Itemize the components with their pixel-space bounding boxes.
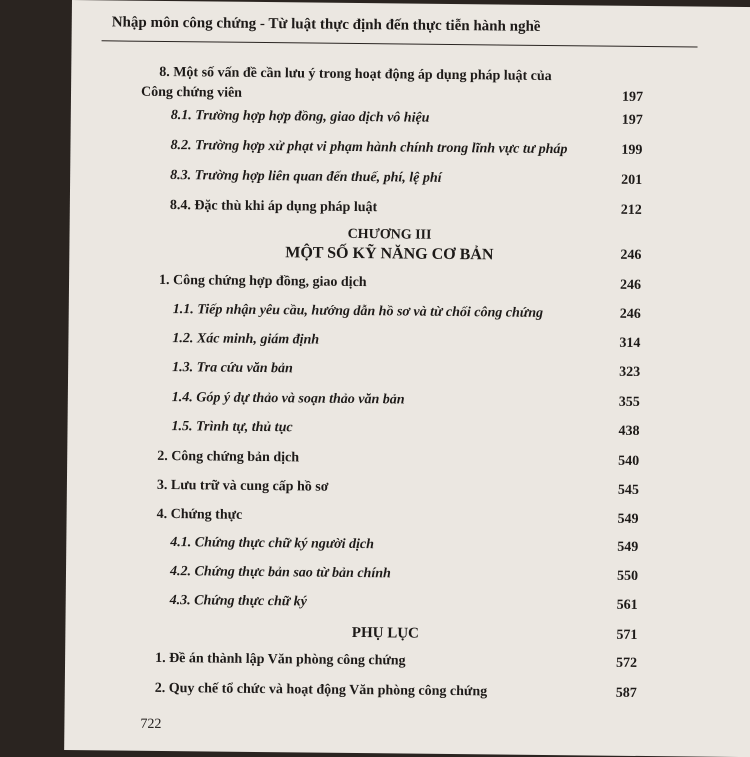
header-rule <box>102 40 698 47</box>
toc-page-number: 572 <box>616 655 638 671</box>
toc-entry-ch3-2 <box>67 448 750 469</box>
toc-entry-8-2 <box>71 137 750 158</box>
toc-page-number: 246 <box>620 247 642 263</box>
toc-page-number: 201 <box>621 172 643 188</box>
toc-entry-label: 4.1. Chứng thực chữ ký người dịch <box>170 535 375 553</box>
toc-entry-label: 2. Công chứng bản dịch <box>157 448 300 466</box>
toc-entry-4-3 <box>66 592 750 613</box>
toc-entry-8-1 <box>71 107 750 128</box>
toc-page-number: 545 <box>617 482 639 498</box>
toc-entry-1-4 <box>68 389 750 410</box>
toc-entry-label: 1. Công chứng hợp đồng, giao dịch <box>158 272 367 291</box>
toc-entry-1-2 <box>69 330 750 351</box>
toc-entry-1-1 <box>69 301 750 322</box>
toc-entry-label: Công chứng viên <box>140 84 243 101</box>
chapter-title: MỘT SỐ KỸ NĂNG CƠ BẢN <box>285 244 494 264</box>
toc-entry-label: 8. Một số vấn đề cần lưu ý trong hoạt động áp dụng pháp luật của <box>159 64 552 85</box>
toc-page-number: 323 <box>619 364 641 380</box>
toc-entry-label: 1.4. Góp ý dự thảo và soạn thảo văn bản <box>171 390 405 408</box>
toc-entry-label: 4.2. Chứng thực bản sao từ bản chính <box>169 564 391 582</box>
toc-page-number: 246 <box>619 277 642 293</box>
toc-entry-ch3-3 <box>67 477 750 498</box>
toc-entry-label: 3. Lưu trữ và cung cấp hồ sơ <box>156 477 329 495</box>
toc-entry-ch3-1 <box>69 272 750 293</box>
appendix-heading-row <box>65 622 750 643</box>
toc-page-number: 540 <box>618 453 640 469</box>
toc-page-number: 550 <box>616 568 639 584</box>
toc-entry-8-4 <box>70 197 750 218</box>
toc-entry-1-3 <box>68 359 750 380</box>
toc-page-number: 571 <box>616 627 638 643</box>
toc-entry-4-1 <box>66 534 750 555</box>
toc-entry-appendix-1 <box>65 650 750 671</box>
toc-page-number: 355 <box>618 394 640 410</box>
toc-entry-section-8-line2 <box>71 84 750 105</box>
appendix-title: PHỤ LỤC <box>351 624 420 642</box>
toc-page-number: 549 <box>617 511 639 527</box>
toc-page-number: 549 <box>617 539 639 555</box>
toc-entry-section-8 <box>71 64 750 85</box>
toc-entry-label: 8.4. Đặc thù khi áp dụng pháp luật <box>169 198 378 216</box>
toc-entry-label: 8.2. Trường hợp xử phạt vi phạm hành chính trong lĩnh vực tư pháp <box>170 138 568 158</box>
toc-entry-label: 1.1. Tiếp nhận yêu cầu, hướng dẫn hồ sơ và từ chối công chứng <box>172 302 544 321</box>
toc-page-number: 561 <box>616 597 638 613</box>
page-number: 722 <box>140 716 162 732</box>
book-page <box>64 0 750 757</box>
toc-entry-label: 8.3. Trường hợp liên quan đến thuế, phí, lệ phí <box>170 168 442 186</box>
toc-entry-8-3 <box>70 167 750 188</box>
toc-page-number: 438 <box>618 423 640 439</box>
toc-entry-4-2 <box>66 563 750 584</box>
toc-page-number: 212 <box>620 202 642 218</box>
toc-entry-label: 2. Quy chế tổ chức và hoạt động Văn phòng công chứng <box>154 680 488 700</box>
toc-entry-label: 1.2. Xác minh, giám định <box>172 331 320 348</box>
toc-page-number: 197 <box>621 89 644 105</box>
toc-page-number: 587 <box>615 685 637 701</box>
toc-entry-1-5 <box>68 418 750 439</box>
toc-page-number: 199 <box>621 142 643 158</box>
toc-entry-appendix-2 <box>65 680 750 701</box>
toc-entry-label: 4. Chứng thực <box>156 506 243 523</box>
toc-entry-label: 4.3. Chứng thực chữ ký <box>169 593 307 610</box>
toc-entry-label: 1. Đề án thành lập Văn phòng công chứng <box>155 650 406 669</box>
toc-entry-ch3-4 <box>67 506 750 527</box>
running-header: Nhập môn công chứng - Từ luật thực định đến thực tiễn hành nghề <box>111 14 541 35</box>
chapter-number: CHƯƠNG III <box>347 226 432 243</box>
toc-entry-label: 8.1. Trường hợp hợp đồng, giao dịch vô hiệu <box>170 108 430 126</box>
toc-page-number: 246 <box>619 306 641 322</box>
toc-page-number: 197 <box>621 112 643 128</box>
toc-entry-label: 1.3. Tra cứu văn bản <box>172 360 293 377</box>
toc-page-number: 314 <box>619 335 641 351</box>
toc-entry-label: 1.5. Trình tự, thủ tục <box>171 419 293 436</box>
